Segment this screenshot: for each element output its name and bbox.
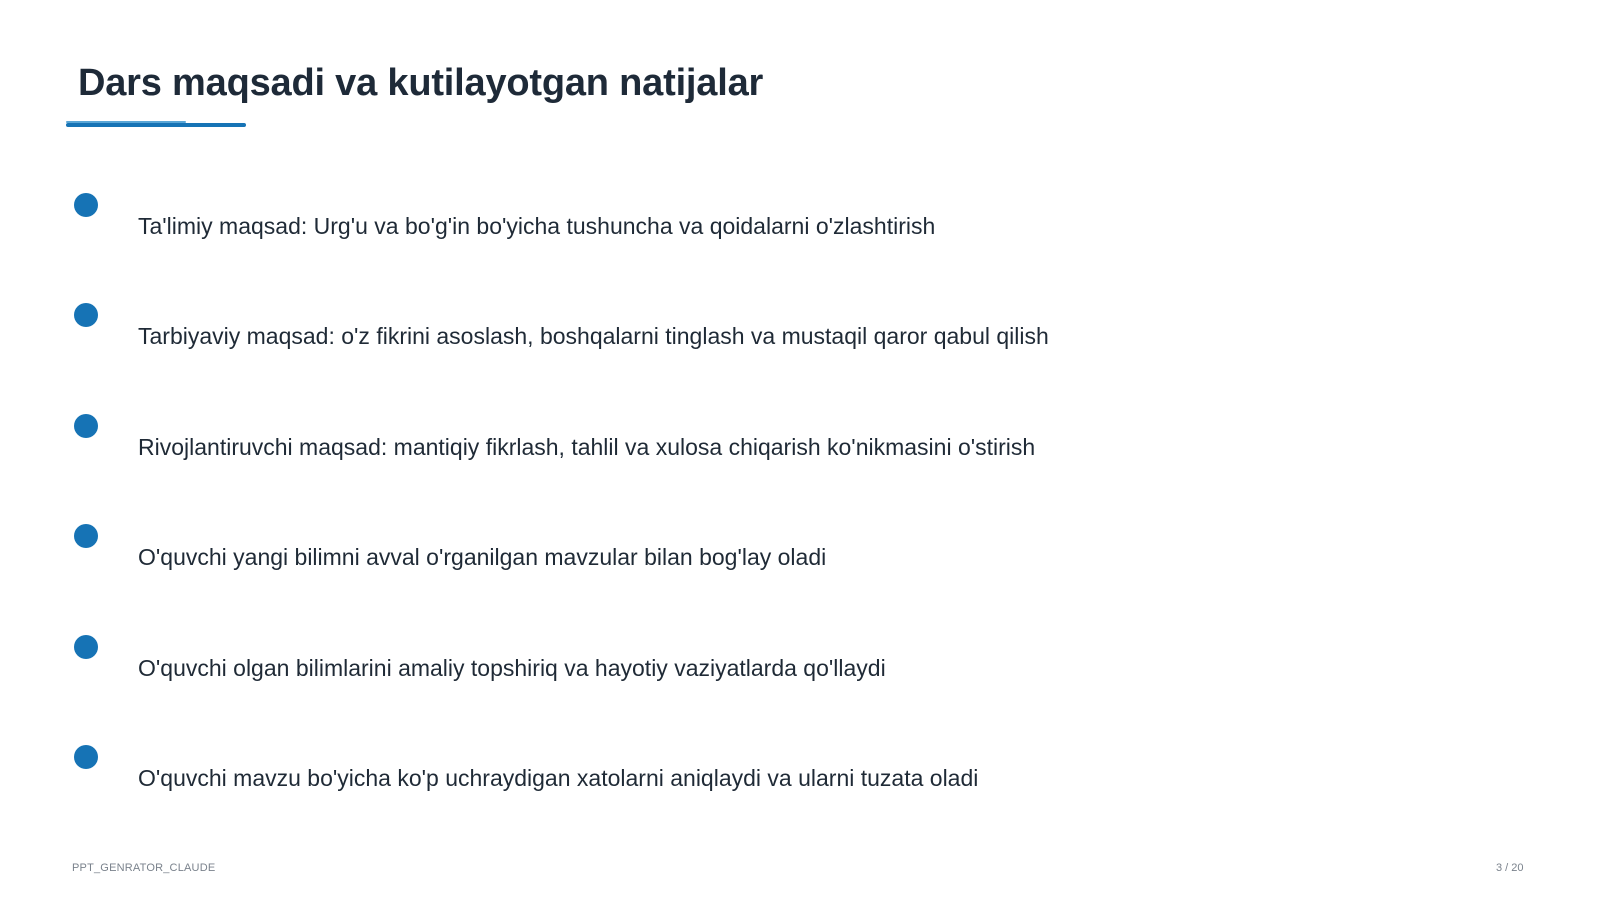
- bullet-text: O'quvchi olgan bilimlarini amaliy topshiriq va hayotiy vaziyatlarda qo'llaydi: [138, 655, 886, 681]
- bullet-dot-icon: [74, 745, 98, 769]
- bullet-text: Ta'limiy maqsad: Urg'u va bo'g'in bo'yicha tushuncha va qoidalarni o'zlashtirish: [138, 213, 936, 239]
- bullet-dot-icon: [74, 303, 98, 327]
- list-item: [0, 303, 1600, 383]
- bullet-text: O'quvchi mavzu bo'yicha ko'p uchraydigan xatolarni aniqlaydi va ularni tuzata oladi: [138, 765, 979, 791]
- list-item: [0, 193, 1600, 273]
- footer-generator-label: PPT_GENRATOR_CLAUDE: [72, 862, 216, 874]
- bullet-text: Tarbiyaviy maqsad: o'z fikrini asoslash, boshqalarni tinglash va mustaqil qaror qabul qilish: [138, 323, 1049, 349]
- list-item: [0, 635, 1600, 715]
- bullet-dot-icon: [74, 524, 98, 548]
- list-item: [0, 745, 1600, 825]
- bullet-text: Rivojlantiruvchi maqsad: mantiqiy fikrlash, tahlil va xulosa chiqarish ko'nikmasini o'stirish: [138, 434, 1036, 460]
- bullet-dot-icon: [74, 635, 98, 659]
- bullet-dot-icon: [74, 414, 98, 438]
- bullet-dot-icon: [74, 193, 98, 217]
- list-item: [0, 524, 1600, 604]
- page-indicator: 3 / 20: [1496, 862, 1524, 874]
- list-item: [0, 414, 1600, 494]
- slide-title: Dars maqsadi va kutilayotgan natijalar: [78, 62, 764, 104]
- bullet-text: O'quvchi yangi bilimni avval o'rganilgan mavzular bilan bog'lay oladi: [138, 544, 827, 570]
